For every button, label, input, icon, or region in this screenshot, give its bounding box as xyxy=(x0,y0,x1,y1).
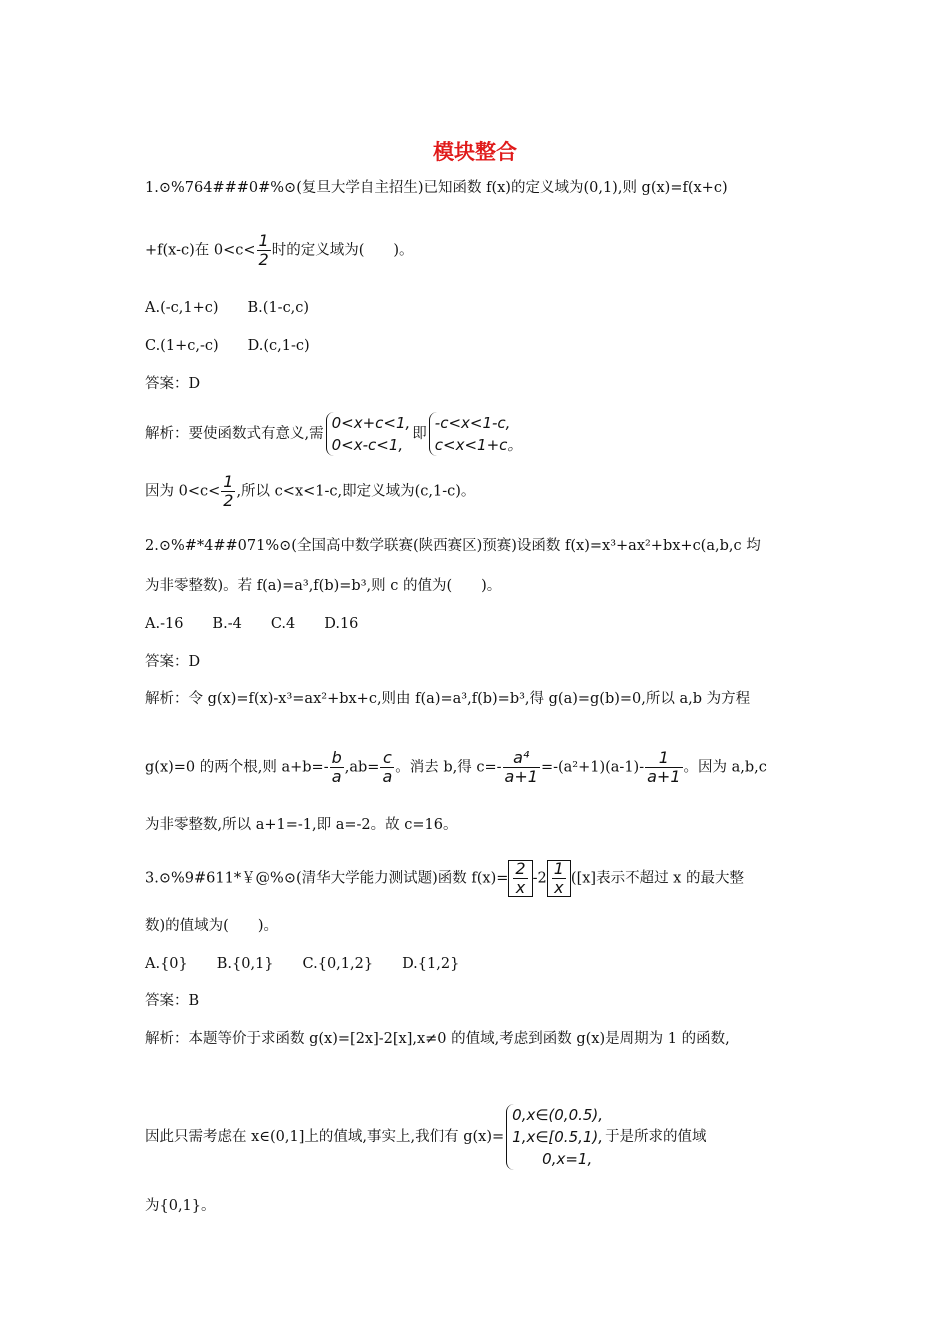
q1-system-1 xyxy=(326,412,411,456)
q1-sys2-row2: c<x<1+c。 xyxy=(434,436,523,454)
q1-sol2-frac-num: 1 xyxy=(223,472,234,491)
q1-options-cd: C.(1+c,-c) D.(c,1-c) xyxy=(145,338,310,354)
q1-fraction xyxy=(257,232,271,269)
q2-frac-2 xyxy=(380,749,394,786)
q2-solution-line3: 为非零整数,所以 a+1=-1,即 a=-2。故 c=16。 xyxy=(145,817,458,833)
q1-stem-line2 xyxy=(145,232,414,269)
q3-stem-line2: 数)的值域为( )。 xyxy=(145,918,278,934)
q1-frac-num: 1 xyxy=(258,231,269,250)
q3-pw-row2: 1,x∈[0.5,1), xyxy=(512,1128,604,1146)
q2-frac-1 xyxy=(330,749,344,786)
q3-piecewise xyxy=(506,1104,603,1170)
q1-system-2 xyxy=(429,412,523,456)
q1-sol-mid: 即 xyxy=(412,426,427,442)
q2-frac3-den: a+1 xyxy=(504,767,538,786)
q2-frac3-num: a⁴ xyxy=(503,749,540,768)
q2-solution-line2 xyxy=(145,749,767,786)
q1-sol-pre: 解析：要使函数式有意义,需 xyxy=(145,426,324,442)
q3-answer: 答案：B xyxy=(145,993,200,1009)
q1-solution xyxy=(145,412,524,456)
q3-stem-line1 xyxy=(145,860,744,897)
q3-pw-row3: 0,x=1, xyxy=(542,1150,593,1168)
q3-sol-b-pre: 因此只需考虑在 x∈(0,1]上的值域,事实上,我们有 g(x)= xyxy=(145,1129,505,1145)
q3-pw-row1: 0,x∈(0,0.5), xyxy=(512,1106,604,1124)
q2-frac1-num: b xyxy=(331,748,342,767)
q3-stem-a3: ([x]表示不超过 x 的最大整 xyxy=(570,870,744,887)
q3-stem-a2: -2 xyxy=(532,870,547,887)
q3-frac2-num: 1 xyxy=(553,859,564,878)
q3-frac1-num: 2 xyxy=(515,859,526,878)
q2-sol-b4: =-(a²+1)(a-1)- xyxy=(540,759,645,776)
q2-answer: 答案：D xyxy=(145,654,201,670)
q1-sol2-fraction xyxy=(221,473,235,510)
q1-sys1-row2: 0<x-c<1, xyxy=(331,436,404,454)
q2-options: A.-16 B.-4 C.4 D.16 xyxy=(145,616,359,632)
q1-sol2-pre: 因为 0<c< xyxy=(145,483,221,500)
q1-stem-post: 时的定义域为( )。 xyxy=(271,242,414,259)
q2-frac-4 xyxy=(645,749,682,786)
q2-sol-b5: 。因为 a,b,c xyxy=(683,759,767,776)
q3-floor-bracket-2 xyxy=(547,860,571,897)
q2-frac4-num: 1 xyxy=(645,749,682,768)
q1-sys1-row1: 0<x+c<1, xyxy=(331,414,411,432)
q3-stem-a1: 3.⊙%9#611*￥@%⊙(清华大学能力测试题)函数 f(x)= xyxy=(145,870,509,887)
q3-frac-2 xyxy=(552,860,566,897)
q3-sol-b-post: 于是所求的值域 xyxy=(605,1129,707,1145)
q1-sol2-post: ,所以 c<x<1-c,即定义域为(c,1-c)。 xyxy=(236,483,476,500)
q1-options-ab: A.(-c,1+c) B.(1-c,c) xyxy=(145,300,310,316)
q2-frac2-den: a xyxy=(382,767,393,786)
q1-frac-den: 2 xyxy=(258,250,269,269)
q3-frac1-den: x xyxy=(515,878,526,897)
q1-sol2-frac-den: 2 xyxy=(223,491,234,510)
q3-options: A.{0} B.{0,1} C.{0,1,2} D.{1,2} xyxy=(145,956,460,972)
q1-stem-pre: +f(x-c)在 0<c< xyxy=(145,242,256,259)
q2-sol-b2: ,ab= xyxy=(344,759,380,776)
q2-frac4-den: a+1 xyxy=(647,767,681,786)
q3-frac-1 xyxy=(513,860,527,897)
q3-solution-line3: 为{0,1}。 xyxy=(145,1198,216,1214)
page-title: 模块整合 xyxy=(433,140,517,164)
q1-sys2-row1: -c<x<1-c, xyxy=(434,414,511,432)
q2-frac2-num: c xyxy=(380,749,394,768)
q3-floor-bracket-1 xyxy=(508,860,532,897)
q3-solution-line1: 解析：本题等价于求函数 g(x)=[2x]-2[x],x≠0 的值域,考虑到函数 g(x)是周期为 1 的函数, xyxy=(145,1031,730,1047)
q2-solution-line1: 解析：令 g(x)=f(x)-x³=ax²+bx+c,则由 f(a)=a³,f(b)=b³,得 g(a)=g(b)=0,所以 a,b 为方程 xyxy=(145,691,751,707)
q1-stem-line1: 1.⊙%764###0#%⊙(复旦大学自主招生)已知函数 f(x)的定义域为(0,1),则 g(x)=f(x+c) xyxy=(145,180,728,196)
q1-answer: 答案：D xyxy=(145,376,201,392)
q2-sol-b1: g(x)=0 的两个根,则 a+b=- xyxy=(145,759,329,776)
q2-sol-b3: 。消去 b,得 c=- xyxy=(395,759,502,776)
q3-frac2-den: x xyxy=(554,878,564,897)
q2-frac1-den: a xyxy=(331,767,342,786)
q2-frac-3 xyxy=(503,749,540,786)
q2-stem-line1: 2.⊙%#*4##071%⊙(全国高中数学联赛(陕西赛区)预赛)设函数 f(x)=x³+ax²+bx+c(a,b,c 均 xyxy=(145,538,761,554)
q2-stem-line2: 为非零整数)。若 f(a)=a³,f(b)=b³,则 c 的值为( )。 xyxy=(145,578,502,594)
q1-solution-2 xyxy=(145,473,475,510)
q3-solution-line2 xyxy=(145,1104,707,1170)
